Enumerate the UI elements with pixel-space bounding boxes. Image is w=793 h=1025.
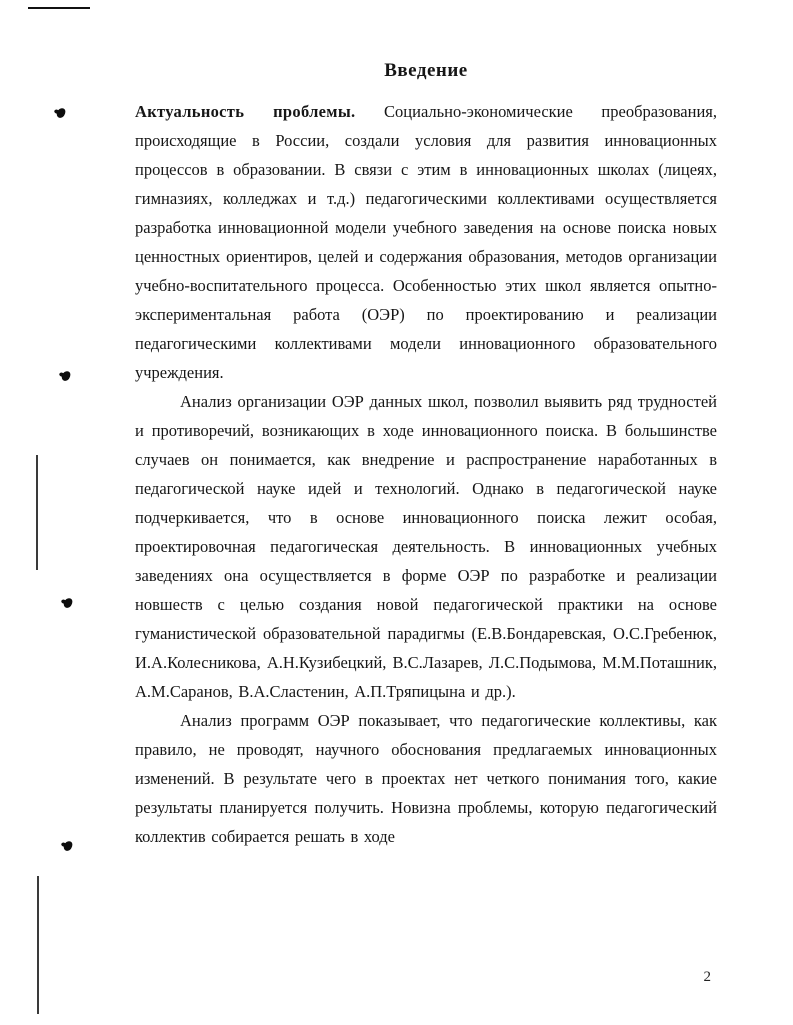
paragraph-2-text: Анализ организации ОЭР данных школ, позволил выявить ряд трудностей и противоречий, возникающих в ходе инновационного поиска. В большинстве случаев он понимается, как внедрение и распространение наработанных в педагогической науке идей и технологий. Однако в педагогической науке подчеркивается, что в основе инновационного поиска лежит особая, проектировочная педагогическая деятельность. В инновационных учебных заведениях она осуществляется в форме ОЭР по разработке и реализации новшеств с целью создания новой педагогической практики на основе гуманистической образовательной парадигмы (Е.В.Бондаревская, О.С.Гребенюк, И.А.Колесникова, А.Н.Кузибецкий, В.С.Лазарев, Л.С.Подымова, М.М.Поташник, А.М.Саранов, В.А.Сластенин, А.П.Тряпицына и др.).: [135, 392, 717, 701]
paragraph-2: [135, 387, 717, 706]
scan-artifact-ink-speck: [56, 107, 67, 119]
scan-artifact-ink-speck: [61, 370, 72, 382]
text-column: [135, 60, 717, 851]
scan-artifact-left-line-bottom: [37, 876, 39, 1014]
scan-artifact-ink-speck: [63, 840, 74, 852]
paragraph-1-lead: Актуальность проблемы.: [135, 102, 356, 121]
paragraph-1-text: Социально-экономические преобразования, происходящие в России, создали условия для развития инновационных процессов в образовании. В связи с этим в инновационных школах (лицеях, гимназиях, колледжах и т.д.) педагогическими коллективами осуществляется разработка инновационной модели учебного заведения на основе поиска новых ценностных ориентиров, целей и содержания образования, методов организации учебно-воспитательного процесса. Особенностью этих школ является опытно-экспериментальная работа (ОЭР) по проектированию и реализации педагогическими коллективами модели инновационного образовательного учреждения.: [135, 102, 717, 382]
page-number: 2: [703, 969, 711, 985]
scan-artifact-top-line: [28, 7, 90, 9]
scan-artifact-left-line-middle: [36, 455, 38, 570]
page-title: Введение: [384, 60, 468, 81]
scan-artifact-ink-speck: [63, 597, 74, 609]
paragraph-3: [135, 706, 717, 851]
paragraph-1: [135, 97, 717, 387]
paragraph-3-text: Анализ программ ОЭР показывает, что педагогические коллективы, как правило, не проводят, научного обоснования предлагаемых инновационных изменений. В результате чего в проектах нет четкого понимания того, какие результаты планируется получить. Новизна проблемы, которую педагогический коллектив собирается решать в ходе: [135, 711, 717, 846]
